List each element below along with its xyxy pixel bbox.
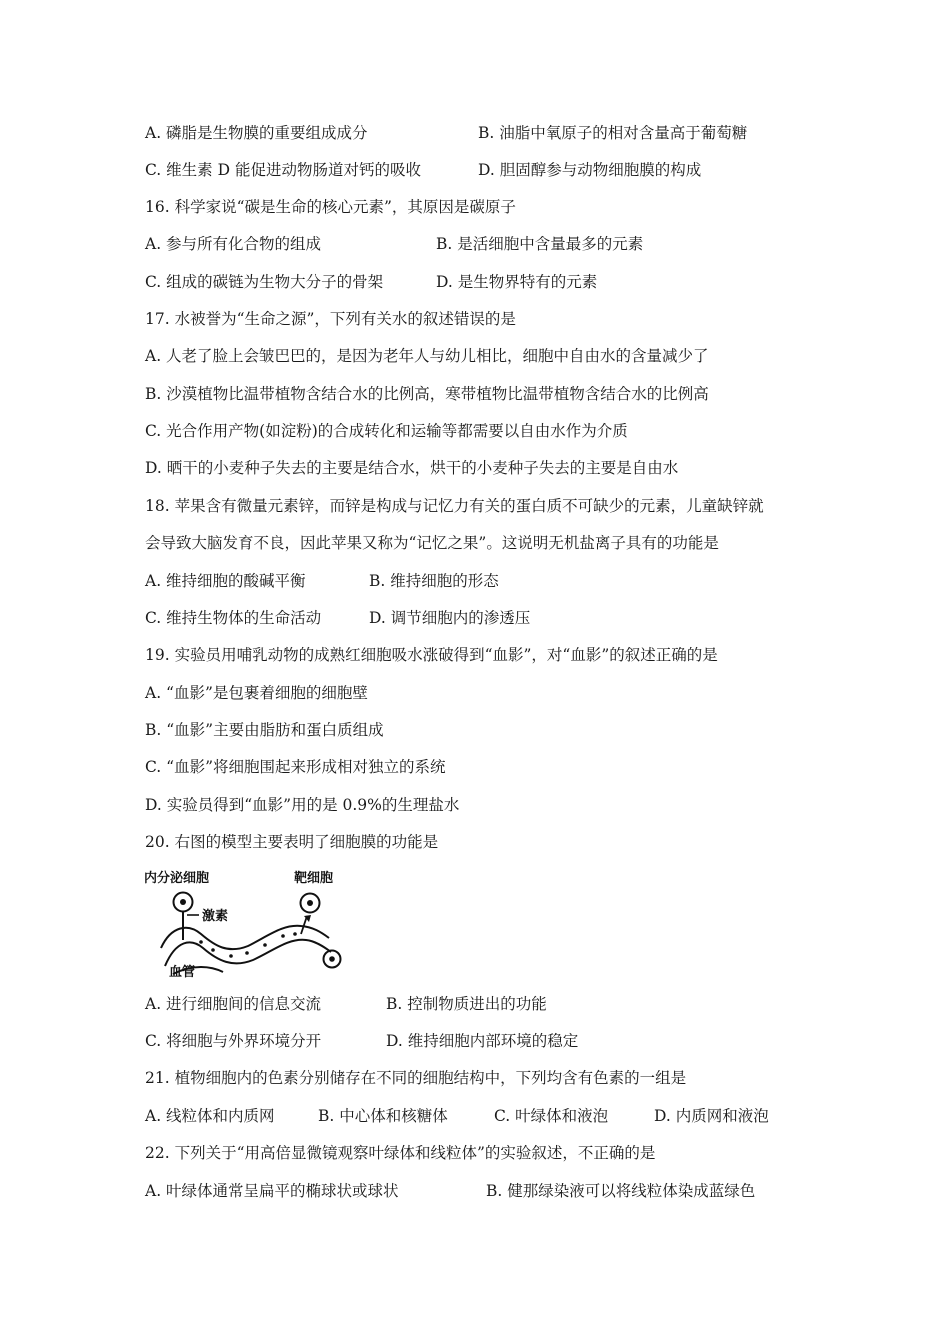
q19-option-d: D. 实验员得到“血影”用的是 0.9%的生理盐水 [145,796,460,814]
q15-option-a: A. 磷脂是生物膜的重要组成成分 [145,124,368,142]
q18-stem-line2: 会导致大脑发育不良，因此苹果又称为“记忆之果”。这说明无机盐离子具有的功能是 [145,534,719,552]
q20-option-a: A. 进行细胞间的信息交流 [145,995,322,1013]
q16-option-a: A. 参与所有化合物的组成 [145,235,322,253]
q17-option-b: B. 沙漠植物比温带植物含结合水的比例高，寒带植物比温带植物含结合水的比例高 [145,385,709,403]
q19-stem: 19. 实验员用哺乳动物的成熟红细胞吸水涨破得到“血影”，对“血影”的叙述正确的是 [145,646,718,664]
q17-option-a: A. 人老了脸上会皱巴巴的，是因为老年人与幼儿相比，细胞中自由水的含量减少了 [145,347,709,365]
q17-option-d: D. 晒干的小麦种子失去的主要是结合水，烘干的小麦种子失去的主要是自由水 [145,459,679,477]
q20-stem: 20. 右图的模型主要表明了细胞膜的功能是 [145,833,439,851]
q19-option-b: B. “血影”主要由脂肪和蛋白质组成 [145,721,384,739]
q21-stem: 21. 植物细胞内的色素分别储存在不同的细胞结构中，下列均含有色素的一组是 [145,1069,687,1087]
q16-option-c: C. 组成的碳链为生物大分子的骨架 [145,273,384,291]
q21-option-d: D. 内质网和液泡 [654,1107,769,1125]
q15-option-c: C. 维生素 D 能促进动物肠道对钙的吸收 [145,161,421,179]
cell-signaling-diagram [143,868,355,980]
q16-option-d: D. 是生物界特有的元素 [436,273,598,291]
q16-stem: 16. 科学家说“碳是生命的核心元素”，其原因是碳原子 [145,198,516,216]
q20-option-b: B. 控制物质进出的功能 [386,995,547,1013]
q18-option-c: C. 维持生物体的生命活动 [145,609,322,627]
q22-option-b: B. 健那绿染液可以将线粒体染成蓝绿色 [486,1182,756,1200]
q21-option-a: A. 线粒体和内质网 [145,1107,275,1125]
q15-option-b: B. 油脂中氧原子的相对含量高于葡萄糖 [478,124,748,142]
q22-option-a: A. 叶绿体通常呈扁平的椭球状或球状 [145,1182,399,1200]
endocrine-cell [174,893,200,941]
q21-option-b: B. 中心体和核糖体 [318,1107,448,1125]
q20-option-d: D. 维持细胞内部环境的稳定 [386,1032,579,1050]
q17-stem: 17. 水被誉为“生命之源”，下列有关水的叙述错误的是 [145,310,516,328]
q22-stem: 22. 下列关于“用高倍显微镜观察叶绿体和线粒体”的实验叙述，不正确的是 [145,1144,656,1162]
q18-option-d: D. 调节细胞内的渗透压 [369,609,531,627]
q19-option-c: C. “血影”将细胞围起来形成相对独立的系统 [145,758,446,776]
q21-option-c: C. 叶绿体和液泡 [494,1107,609,1125]
q17-option-c: C. 光合作用产物(如淀粉)的合成转化和运输等都需要以自由水作为介质 [145,422,628,440]
non-target-cell [324,951,341,968]
q18-option-a: A. 维持细胞的酸碱平衡 [145,572,306,590]
hormone-label: 激素 [202,909,229,924]
target-cell-label: 靶细胞 [294,871,334,886]
q16-option-b: B. 是活细胞中含量最多的元素 [436,235,644,253]
blood-vessel-label: 血管 [169,965,196,980]
endocrine-cell-label: 内分泌细胞 [144,871,210,886]
q20-option-c: C. 将细胞与外界环境分开 [145,1032,322,1050]
q18-option-b: B. 维持细胞的形态 [369,572,499,590]
q19-option-a: A. “血影”是包裹着细胞的细胞壁 [145,684,368,702]
q15-option-d: D. 胆固醇参与动物细胞膜的构成 [478,161,702,179]
q18-stem-line1: 18. 苹果含有微量元素锌，而锌是构成与记忆力有关的蛋白质不可缺少的元素，儿童缺锌就 [145,497,764,515]
